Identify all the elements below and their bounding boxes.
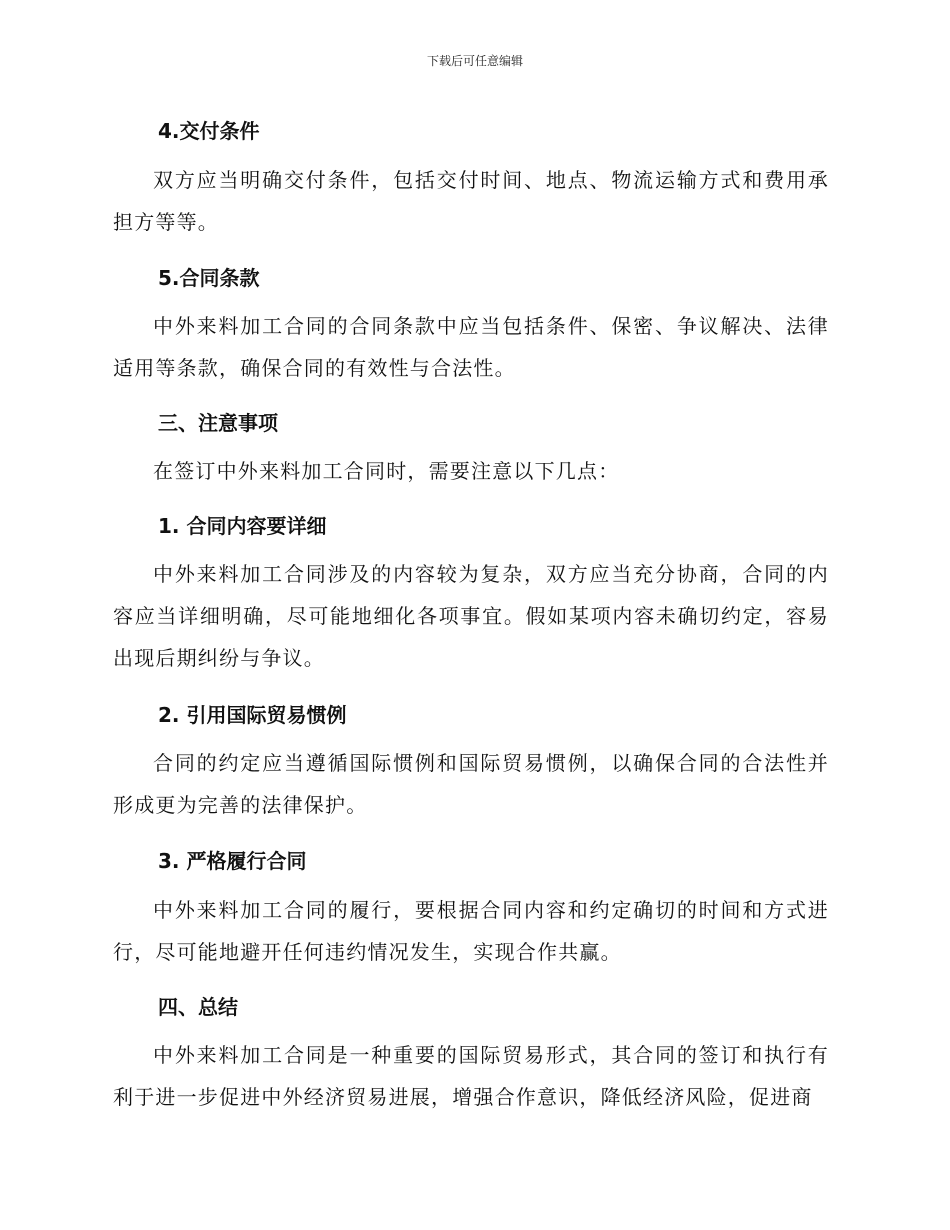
heading-contract-clauses: 5.合同条款 bbox=[158, 266, 260, 290]
heading-precautions: 三、注意事项 bbox=[158, 411, 278, 435]
paragraph-precautions-intro: 在签订中外来料加工合同时，需要注意以下几点： bbox=[153, 459, 620, 483]
heading-summary: 四、总结 bbox=[158, 995, 238, 1019]
paragraph-summary: 中外来料加工合同是一种重要的国际贸易形式，其合同的签订和执行有利于进一步促进中外经济贸易进展，增强合作意识，降低经济风险，促进商 bbox=[113, 1043, 829, 1109]
paragraph-contract-clauses: 中外来料加工合同的合同条款中应当包括条件、保密、争议解决、法律适用等条款，确保合同的有效性与合法性。 bbox=[113, 314, 829, 380]
paragraph-strict-performance: 中外来料加工合同的履行，要根据合同内容和约定确切的时间和方式进行，尽可能地避开任何违约情况发生，实现合作共赢。 bbox=[113, 898, 829, 964]
page-header: 下载后可任意编辑 bbox=[426, 54, 523, 68]
paragraph-delivery-terms: 双方应当明确交付条件，包括交付时间、地点、物流运输方式和费用承担方等等。 bbox=[113, 168, 829, 234]
paragraph-detailed-content: 中外来料加工合同涉及的内容较为复杂，双方应当充分协商，合同的内容应当详细明确，尽可能地细化各项事宜。假如某项内容未确切约定，容易出现后期纠纷与争议。 bbox=[113, 562, 829, 670]
paragraph-trade-practices: 合同的约定应当遵循国际惯例和国际贸易惯例，以确保合同的合法性并形成更为完善的法律保护。 bbox=[113, 751, 829, 817]
heading-delivery-terms: 4.交付条件 bbox=[158, 119, 260, 143]
heading-trade-practices: 2. 引用国际贸易惯例 bbox=[158, 703, 347, 727]
heading-detailed-content: 1. 合同内容要详细 bbox=[158, 514, 327, 538]
heading-strict-performance: 3. 严格履行合同 bbox=[158, 849, 307, 873]
